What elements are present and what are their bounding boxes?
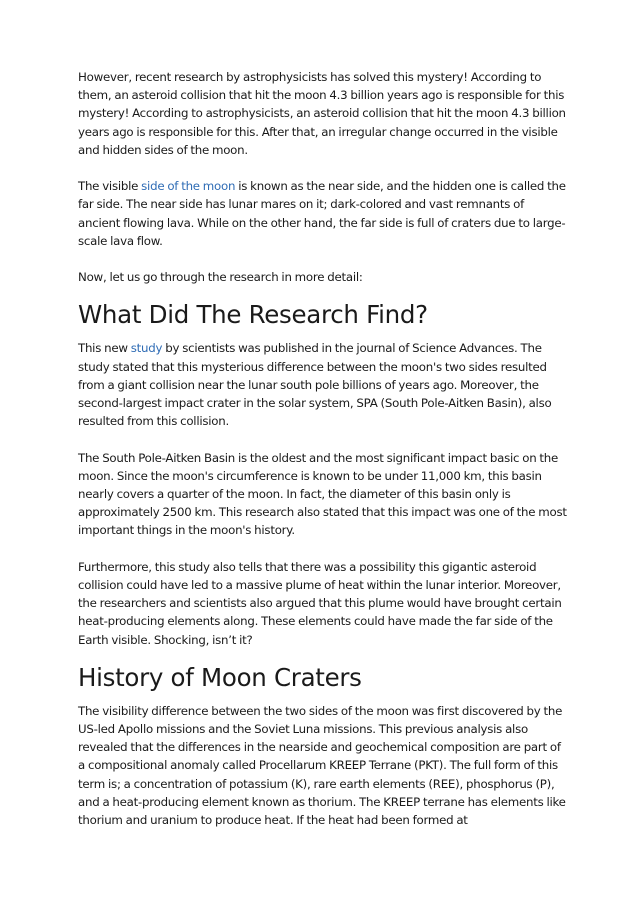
- intro-paragraph-3: Now, let us go through the research in more detail:: [78, 270, 363, 285]
- side-of-the-moon-link[interactable]: side of the moon: [141, 179, 236, 194]
- study-link[interactable]: study: [130, 341, 163, 356]
- intro-paragraph-2-text-start: The visible: [78, 179, 142, 194]
- research-paragraph-2: The South Pole-Aitken Basin is the oldest and the most significant impact basic on the moon. Since the moon's circumference is known to be under 11,000 km, this basin nearly covers a quarter of the moon. In fact, the diameter of this basin only is approximately 2500 km. This research also stated that this impact was one of the most important things in the moon's history.: [78, 450, 567, 538]
- research-paragraph-1-text-end: by scientists was published in the journal of Science Advances. The study stated that this mysterious difference between the moon's two sides resulted from a giant collision near the lunar south pole billions of years ago. Moreover, the second-largest impact crater in the solar system, SPA (South Pole-Aitken Basin), also resulted from this collision.: [78, 341, 552, 429]
- intro-paragraph-2-text-end: is known as the near side, and the hidden one is called the far side. The near side has lunar mares on it; dark-colored and vast remnants of ancient flowing lava. While on the other hand, the far side is full of craters due to large-scale lava flow.: [78, 179, 566, 248]
- research-section: [78, 339, 568, 648]
- research-paragraph-3: Furthermore, this study also tells that there was a possibility this gigantic asteroid collision could have led to a massive plume of heat within the lunar interior. Moreover, the researchers and scientists also argued that this plume would have brought certain heat-producing elements along. These elements could have made the far side of the Earth visible. Shocking, isn’t it?: [78, 559, 562, 647]
- history-section: [78, 702, 568, 829]
- intro-paragraph-1: However, recent research by astrophysicists has solved this mystery! According to them, an asteroid collision that hit the moon 4.3 billion years ago is responsible for this mystery! According to astrophysicists, an asteroid collision that hit the moon 4.3 billion years ago is responsible for this. After that, an irregular change occurred in the visible and hidden sides of the moon.: [78, 70, 566, 157]
- intro-section: [78, 68, 568, 286]
- research-paragraph-1: [78, 339, 568, 430]
- history-paragraph-1: The visibility difference between the two sides of the moon was first discovered by the US-led Apollo missions and the Soviet Luna missions. This previous analysis also revealed that the differences in the nearside and geochemical composition are part of a compositional anomaly called Procellarum KREEP Terrane (PKT). The full form of this term is; a concentration of potassium (K), rare earth elements (REE), phosphorus (P), and a heat-producing element known as thorium. The KREEP terrane has elements like thorium and uranium to produce heat. If the heat had been formed at: [78, 703, 566, 828]
- section-heading-research: What Did The Research Find?: [78, 300, 428, 330]
- section-heading-history: History of Moon Craters: [78, 662, 362, 692]
- intro-paragraph-2: [78, 177, 568, 250]
- research-paragraph-1-text-start: This new: [78, 341, 131, 356]
